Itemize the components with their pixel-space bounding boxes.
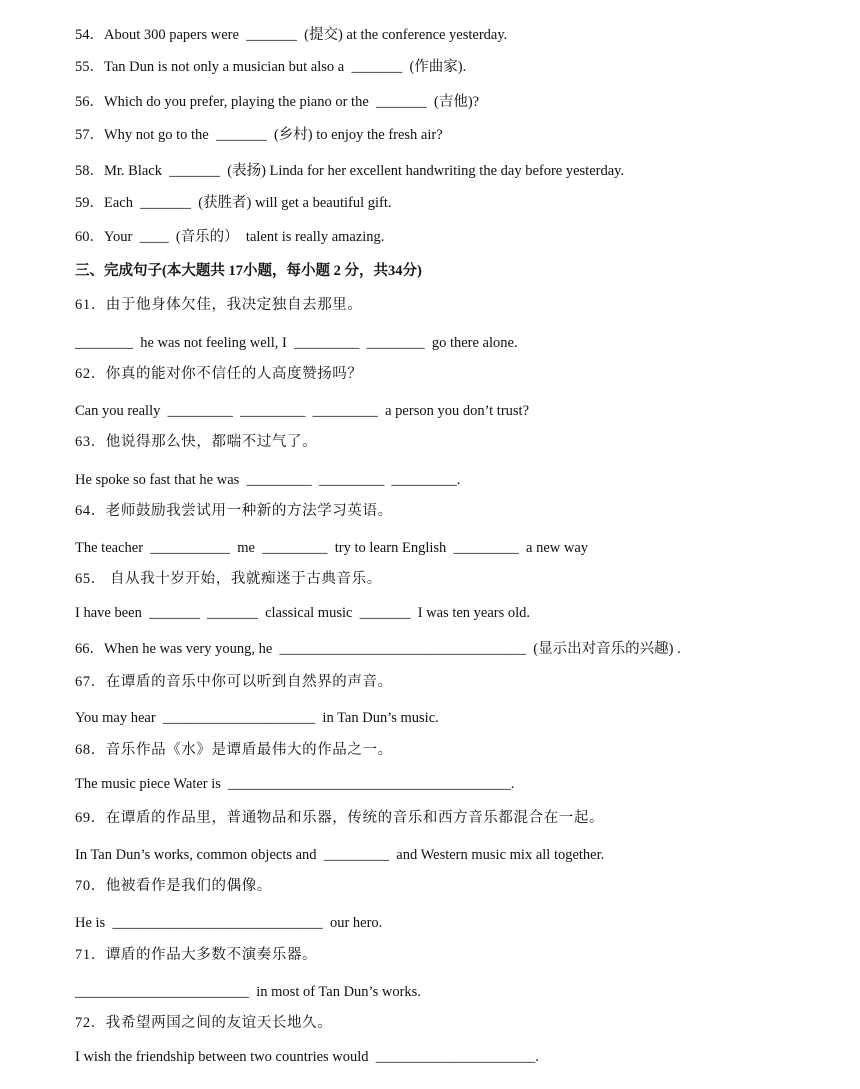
- question-68-prompt: 68．音乐作品《水》是谭盾最伟大的作品之一。: [75, 742, 393, 758]
- question-57: 57．Why not go to the _______ (乡村) to enjoy the fresh air?: [75, 127, 443, 143]
- question-71-sentence: ________________________ in most of Tan Dun’s works.: [75, 984, 421, 1000]
- question-67-sentence: You may hear _____________________ in Tan Dun’s music.: [75, 710, 439, 726]
- question-54: 54．About 300 papers were _______ (提交) at the conference yesterday.: [75, 27, 508, 43]
- question-56: 56．Which do you prefer, playing the piano or the _______ (吉他)?: [75, 94, 480, 110]
- question-55: 55．Tan Dun is not only a musician but also a _______ (作曲家).: [75, 59, 467, 75]
- question-61-prompt: 61．由于他身体欠佳，我决定独自去那里。: [75, 297, 363, 313]
- section-heading: 三、完成句子(本大题共 17小题，每小题 2 分，共34分): [75, 263, 422, 279]
- question-65-sentence: I have been _______ _______ classical music _______ I was ten years old.: [75, 605, 531, 621]
- question-72-prompt: 72．我希望两国之间的友谊天长地久。: [75, 1015, 333, 1031]
- question-58: 58．Mr. Black _______ (表扬) Linda for her excellent handwriting the day before yesterday.: [75, 163, 625, 179]
- question-65-prompt: 65． 自从我十岁开始，我就痴迷于古典音乐。: [75, 571, 382, 587]
- question-64-sentence: The teacher ___________ me _________ try to learn English _________ a new way: [75, 540, 589, 556]
- question-70-sentence: He is _____________________________ our hero.: [75, 915, 383, 931]
- question-67-prompt: 67．在谭盾的音乐中你可以听到自然界的声音。: [75, 674, 393, 690]
- question-69-sentence: In Tan Dun’s works, common objects and _________ and Western music mix all together.: [75, 847, 605, 863]
- question-60: 60．Your ____ (音乐的） talent is really amazing.: [75, 229, 385, 245]
- question-62-sentence: Can you really _________ _________ _________ a person you don’t trust?: [75, 403, 530, 419]
- question-63-sentence: He spoke so fast that he was _________ _________ _________.: [75, 472, 461, 488]
- question-68-sentence: The music piece Water is _______________________________________.: [75, 776, 515, 792]
- question-69-prompt: 69．在谭盾的作品里，普通物品和乐器，传统的音乐和西方音乐都混合在一起。: [75, 810, 605, 826]
- question-72-sentence: I wish the friendship between two countries would ______________________.: [75, 1049, 539, 1065]
- question-59: 59．Each _______ (获胜者) will get a beautiful gift.: [75, 195, 392, 211]
- question-61-sentence: ________ he was not feeling well, I _________ ________ go there alone.: [75, 335, 518, 351]
- question-64-prompt: 64．老师鼓励我尝试用一种新的方法学习英语。: [75, 503, 393, 519]
- question-62-prompt: 62．你真的能对你不信任的人高度赞扬吗？: [75, 366, 363, 382]
- question-63-prompt: 63．他说得那么快，都喘不过气了。: [75, 434, 318, 450]
- question-66: 66．When he was very young, he __________________________________ (显示出对音乐的兴趣) .: [75, 641, 681, 657]
- question-70-prompt: 70．他被看作是我们的偶像。: [75, 878, 272, 894]
- question-71-prompt: 71．谭盾的作品大多数不演奏乐器。: [75, 947, 318, 963]
